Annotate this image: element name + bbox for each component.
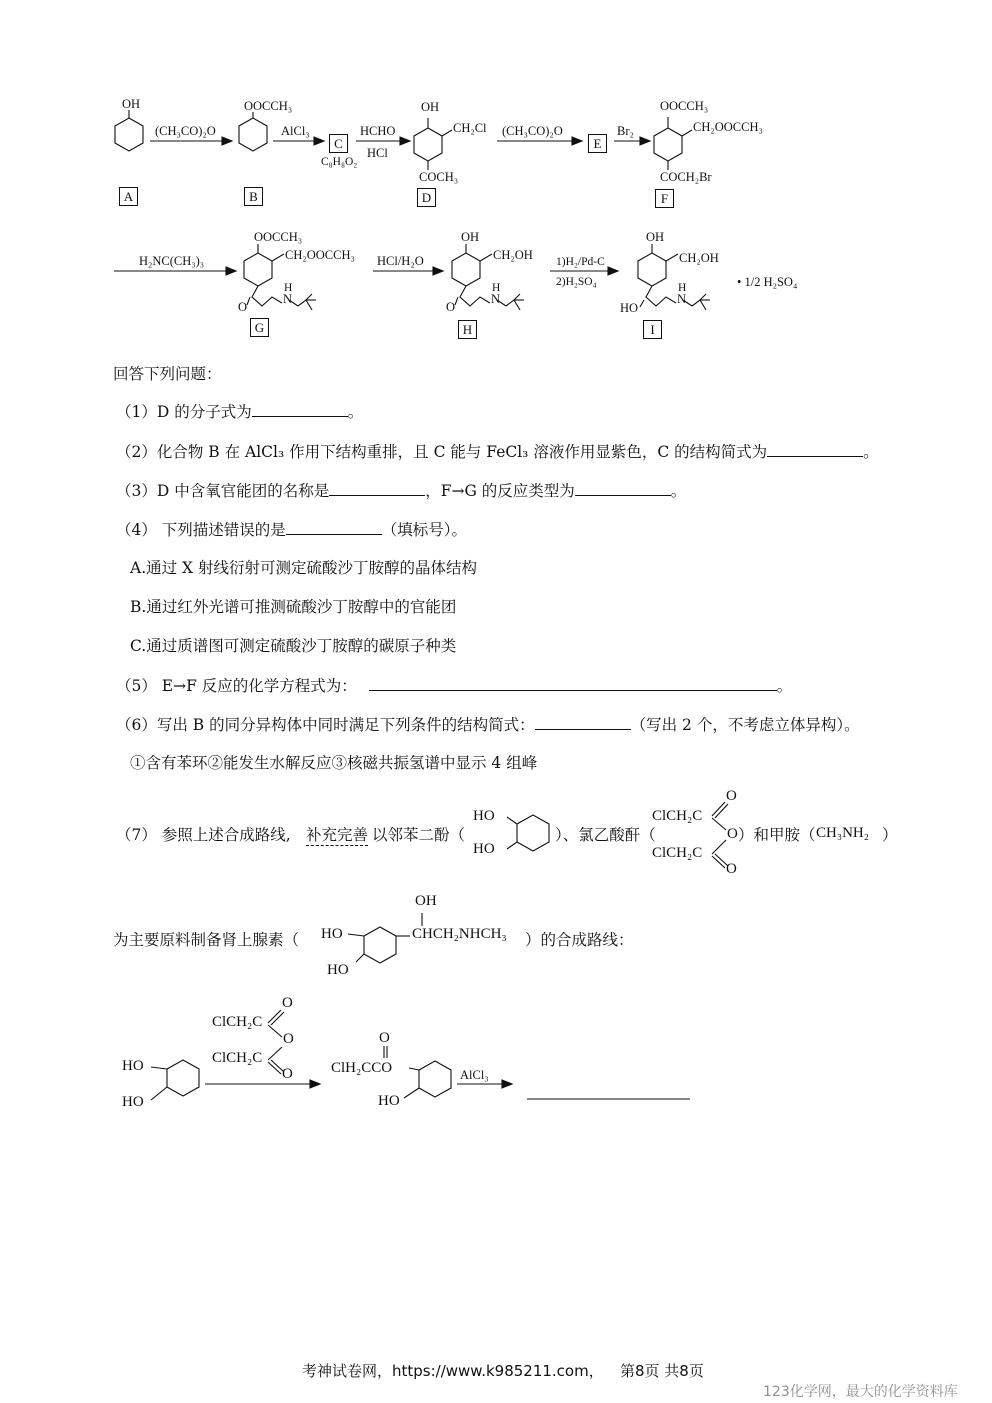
q7-anhydride-top: ClCH₂C xyxy=(652,808,703,824)
B-substituent: OOCCH₃ xyxy=(244,99,293,113)
q4-text: （4） 下列描述错误的是 xyxy=(116,521,286,539)
q7-catechol-ring xyxy=(517,815,549,851)
route-ester: ClH₂CCO xyxy=(331,1060,393,1076)
epi-ho1: HO xyxy=(321,926,343,942)
G-n: N xyxy=(283,292,293,306)
box-D: D xyxy=(417,188,436,207)
box-A: A xyxy=(119,187,138,206)
reagent-cd-top: HCHO xyxy=(360,124,396,138)
route-ester-o: O xyxy=(379,1030,390,1046)
H-n: N xyxy=(491,292,501,306)
H-oh: OH xyxy=(461,230,480,244)
q7-methylamine: CH₃NH₂ xyxy=(816,825,869,841)
q1-answer-blank[interactable] xyxy=(252,402,348,417)
reagent-ef: Br₂ xyxy=(617,124,634,138)
box-H: H xyxy=(458,320,477,339)
footer-site: 考神试卷网，https://www.k985211.com， xyxy=(302,1362,604,1380)
route-graphics xyxy=(0,990,992,1130)
q3-mid: ，F→G 的反应类型为 xyxy=(425,482,575,500)
ring-H xyxy=(452,253,480,286)
D-oh: OH xyxy=(421,100,440,114)
ring-D xyxy=(414,128,442,161)
box-E: E xyxy=(588,134,607,153)
q3-answer-blank-1[interactable] xyxy=(329,481,425,496)
footer-page-number: 第8页 共8页 xyxy=(620,1362,704,1380)
q7-mid1: 以邻苯二酚（ xyxy=(372,826,466,844)
q7-anhydride-o2: O xyxy=(727,826,738,842)
box-G: G xyxy=(250,318,269,337)
box-B: B xyxy=(244,187,263,206)
ring-B xyxy=(239,118,267,151)
route-sm-ho1: HO xyxy=(122,1058,144,1074)
I-n: N xyxy=(677,292,687,306)
reagent-gh: HCl/H₂O xyxy=(377,254,424,268)
I-ho: HO xyxy=(620,301,639,315)
q4-option-c: C.通过质谱图可测定硫酸沙丁胺醇的碳原子种类 xyxy=(130,637,457,655)
G-top: OOCCH₃ xyxy=(254,230,303,244)
H-o: O xyxy=(446,300,456,314)
I-h: H xyxy=(678,282,687,294)
q1-end: 。 xyxy=(347,403,364,421)
I-side: CH₂OH xyxy=(679,251,719,265)
F-bottom: COCH₂Br xyxy=(660,170,712,184)
q2-end: 。 xyxy=(863,443,879,461)
q7-anhydride-o3: O xyxy=(726,861,737,877)
G-o: O xyxy=(238,300,248,314)
reagent-hi-1: 1)H₂/Pd-C xyxy=(556,256,605,268)
A-oh: OH xyxy=(122,97,141,111)
reagent-cd-bottom: HCl xyxy=(367,146,388,160)
epi-chain: CHCH₂NHCH₃ xyxy=(412,926,507,942)
question-4 xyxy=(116,518,467,540)
box-F: F xyxy=(655,189,674,208)
route-reagent-o1: O xyxy=(282,995,293,1011)
reagent-bc: AlCl₃ xyxy=(281,124,310,138)
route-ester-ho: HO xyxy=(378,1093,400,1109)
ring-A xyxy=(115,118,143,151)
C-formula: C₈H₈O₂ xyxy=(321,156,358,168)
q2-answer-blank[interactable] xyxy=(767,442,863,457)
q3-text: （3）D 中含氧官能团的名称是 xyxy=(116,482,330,500)
q4-end: （填标号）。 xyxy=(381,521,468,539)
q7-pre: （7） 参照上述合成路线, xyxy=(116,826,291,844)
q5-text: （5） E→F 反应的化学方程式为： xyxy=(116,677,357,695)
reagent-hi-2: 2)H₂SO₄ xyxy=(556,276,597,288)
box-I: I xyxy=(643,320,662,339)
q6-end: （写出 2 个，不考虑立体异构）。 xyxy=(630,716,860,734)
q7-catechol-ho2: HO xyxy=(473,841,495,857)
G-side: CH₂OOCCH₃ xyxy=(285,248,355,262)
q5-end: 。 xyxy=(776,677,793,695)
route-reagent-bottom: ClCH₂C xyxy=(212,1050,263,1066)
q7-end: ） xyxy=(882,826,898,844)
q2-text: （2）化合物 B 在 AlCl₃ 作用下结构重排，且 C 能与 FeCl₃ 溶液作用显紫色，C 的结构简式为 xyxy=(116,443,768,461)
q3-end: 。 xyxy=(670,482,687,500)
q6-answer-blank[interactable] xyxy=(535,715,631,730)
q5-answer-blank[interactable] xyxy=(369,676,777,691)
route-catechol-ring xyxy=(167,1060,199,1096)
I-salt: • 1/2 H₂SO₄ xyxy=(737,275,798,289)
route-step2-reagent: AlCl₃ xyxy=(460,1068,489,1082)
epi-ho2: HO xyxy=(327,962,349,978)
q4-answer-blank[interactable] xyxy=(286,520,382,535)
q7-line2-pre: 为主要原料制备肾上腺素（ xyxy=(113,931,300,949)
watermark: 123化学网，最大的化学资料库 xyxy=(763,1384,958,1400)
ring-F xyxy=(654,128,682,161)
ring-G xyxy=(244,253,272,286)
route-reagent-o3: O xyxy=(282,1066,293,1082)
G-h: H xyxy=(284,282,293,294)
box-C: C xyxy=(329,134,348,153)
I-oh: OH xyxy=(646,230,665,244)
question-2 xyxy=(116,440,879,462)
D-side: CH₂Cl xyxy=(453,121,487,135)
reagent-fg: H₂NC(CH₃)₃ xyxy=(139,254,205,268)
q7-anhydride-o1: O xyxy=(726,788,737,804)
q4-option-b: B.通过红外光谱可推测硫酸沙丁胺醇中的官能团 xyxy=(130,598,457,616)
question-5 xyxy=(116,674,792,696)
route-reagent-top: ClCH₂C xyxy=(212,1014,263,1030)
F-side: CH₂OOCCH₃ xyxy=(693,120,763,134)
reagent-de: (CH₃CO)₂O xyxy=(502,124,563,138)
question-1 xyxy=(116,400,363,422)
question-3 xyxy=(116,479,686,501)
q7-anhydride-bottom: ClCH₂C xyxy=(652,845,703,861)
q7-line2-post: ）的合成路线： xyxy=(525,931,634,949)
q4-option-a: A.通过 X 射线衍射可测定硫酸沙丁胺醇的晶体结构 xyxy=(130,559,478,577)
route-reagent-o2: O xyxy=(283,1031,294,1047)
q1-text: （1）D 的分子式为 xyxy=(116,403,252,421)
route-ester-ring xyxy=(419,1061,451,1097)
reagent-ab: (CH₃CO)₂O xyxy=(155,124,216,138)
q3-answer-blank-2[interactable] xyxy=(575,481,671,496)
H-side: CH₂OH xyxy=(493,248,533,262)
D-bottom: COCH₃ xyxy=(419,170,459,184)
H-h: H xyxy=(492,282,501,294)
q6-text: （6）写出 B 的同分异构体中同时满足下列条件的结构简式： xyxy=(116,716,535,734)
epi-oh: OH xyxy=(415,893,437,909)
ring-I xyxy=(638,253,666,286)
q7-underlined: 补充完善 xyxy=(306,823,368,846)
q7-catechol-ho1: HO xyxy=(473,808,495,824)
intro-text: 回答下列问题： xyxy=(113,365,222,383)
q7-mid2: ）、氯乙酸酐（ xyxy=(555,826,656,844)
q6-conditions: ①含有苯环②能发生水解反应③核磁共振氢谱中显示 4 组峰 xyxy=(130,754,538,772)
question-6 xyxy=(116,713,860,735)
epi-ring xyxy=(364,927,396,963)
F-top: OOCCH₃ xyxy=(660,99,709,113)
q7-mid3: ）和甲胺（ xyxy=(738,826,816,844)
route-sm-ho2: HO xyxy=(122,1094,144,1110)
